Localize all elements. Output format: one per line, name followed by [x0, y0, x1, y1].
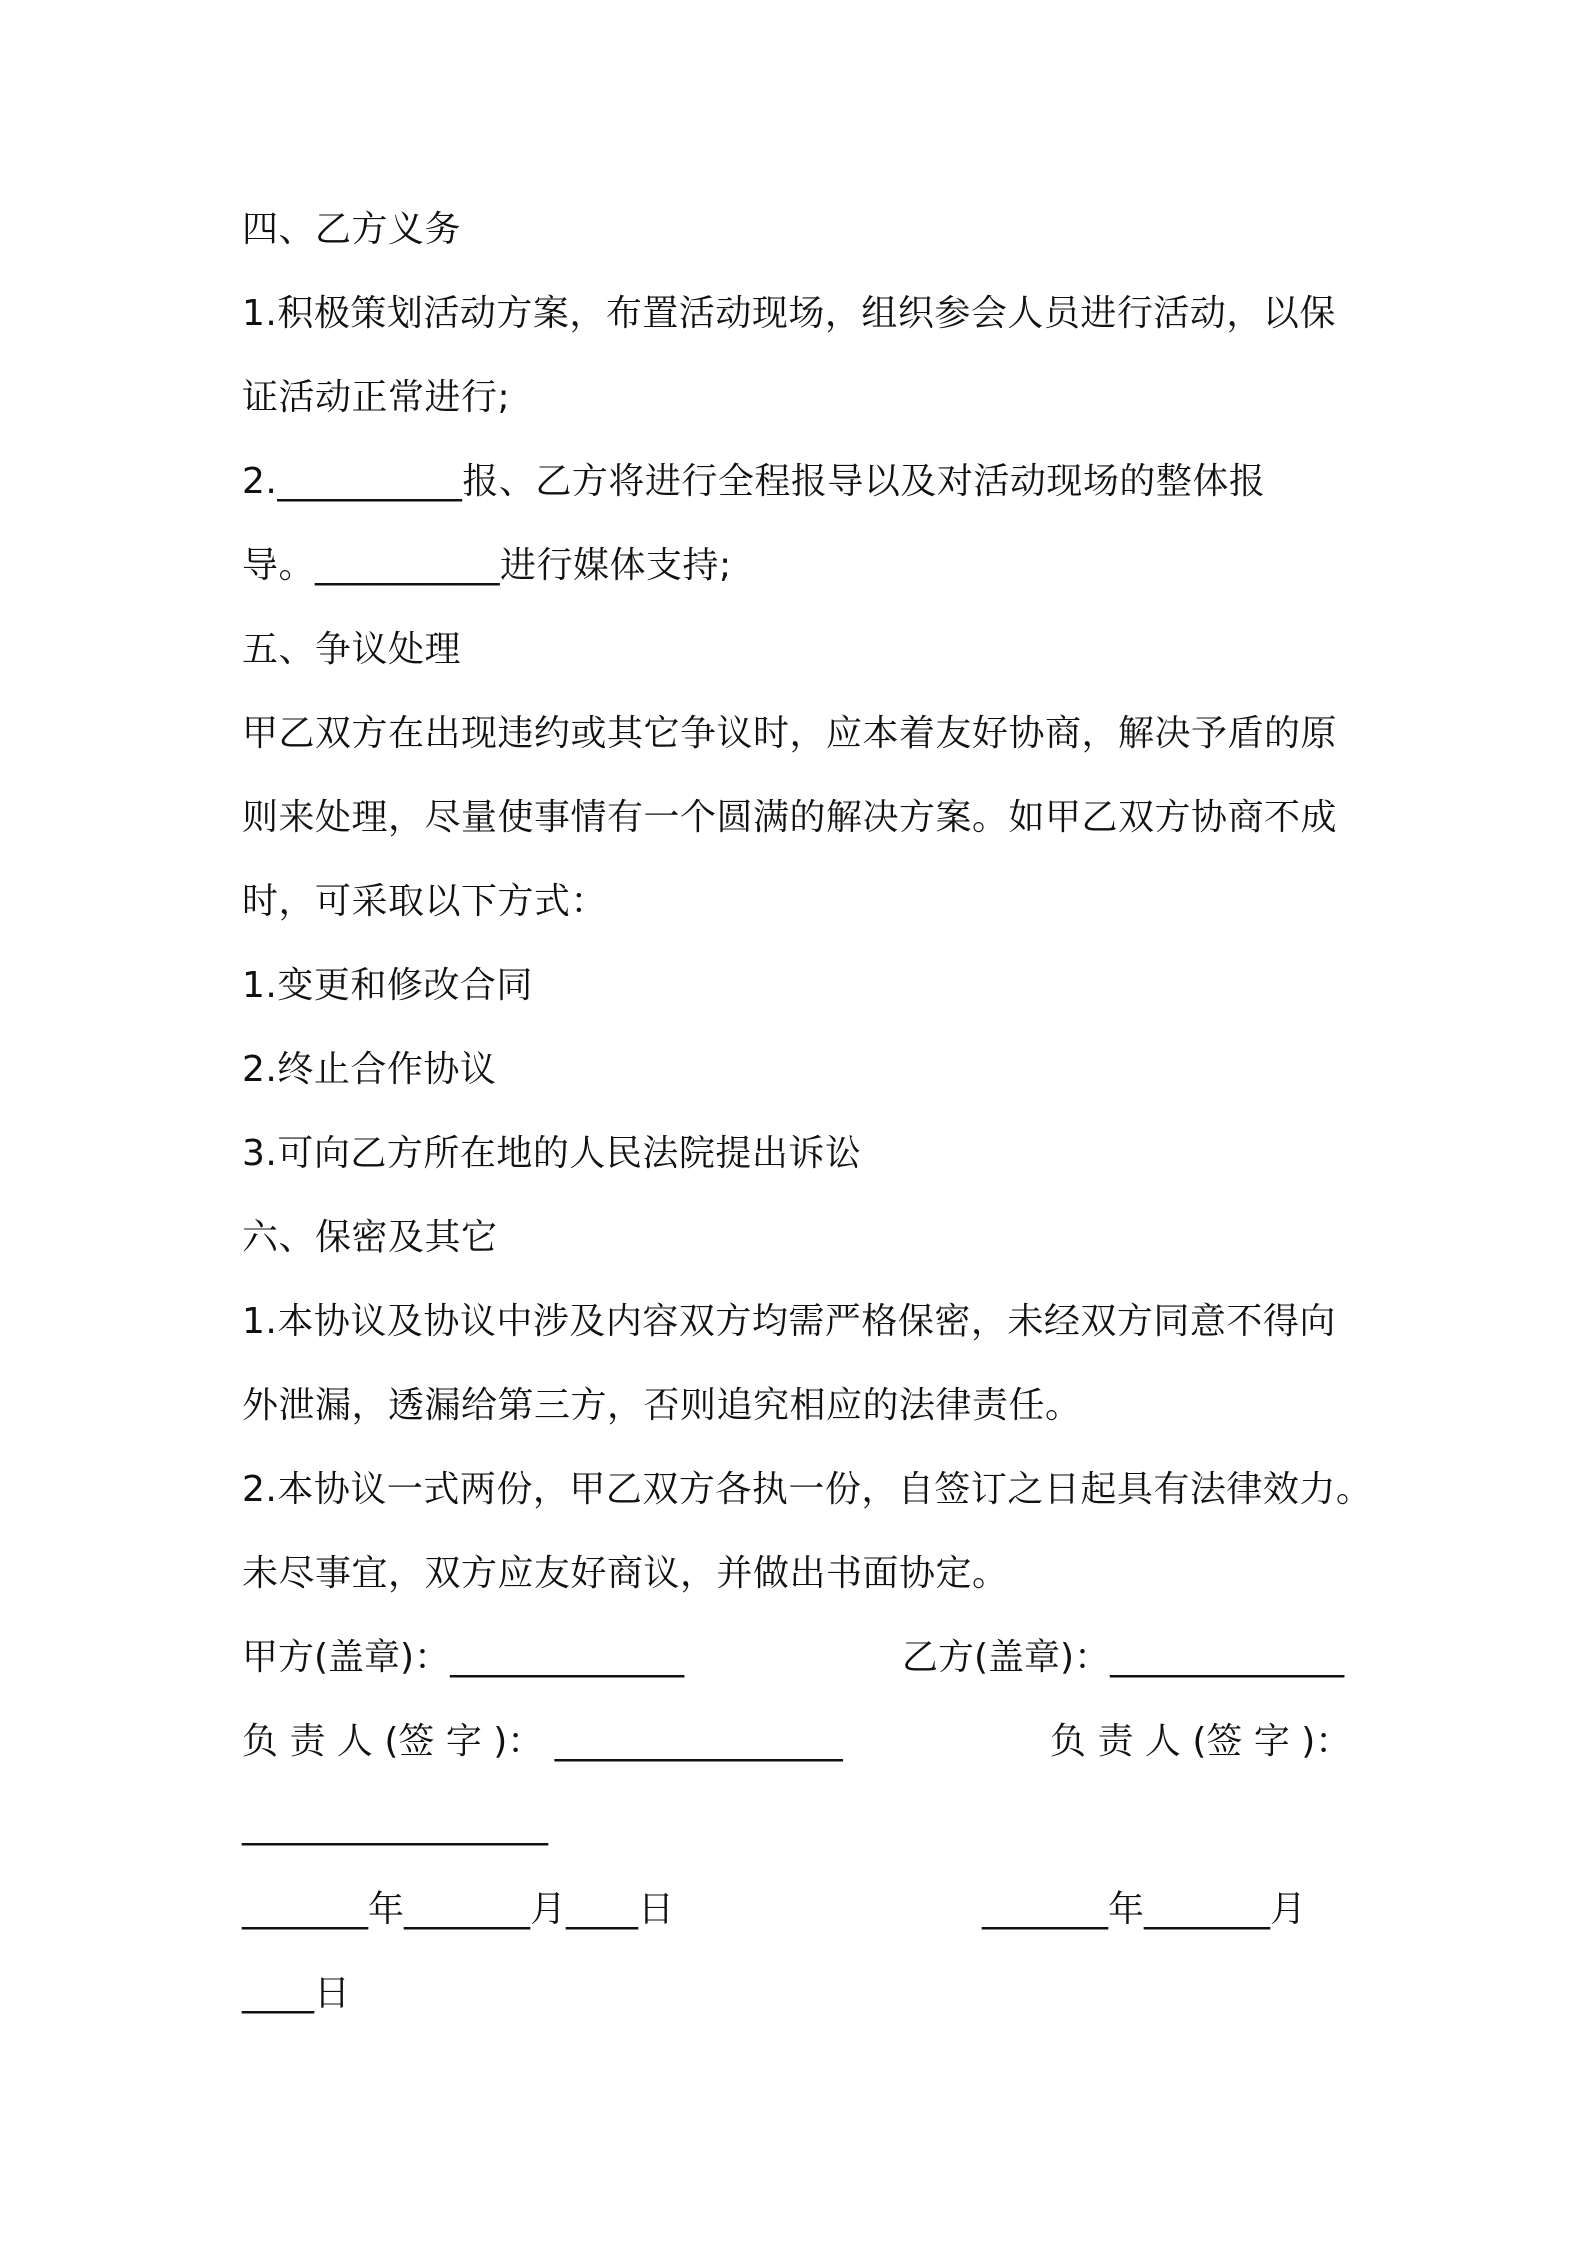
- paragraph-line: 1.积极策划活动方案，布置活动现场，组织参会人员进行活动，以保: [242, 293, 1336, 334]
- date-day-row: [242, 1952, 1354, 2036]
- paragraph-line: 甲乙双方在出现违约或其它争议时，应本着友好协商，解决予盾的原: [242, 713, 1338, 754]
- paragraph-line: 2.__________报、乙方将进行全程报导以及对活动现场的整体报: [242, 461, 1266, 502]
- paragraph-line: 时，可采取以下方式：: [242, 881, 608, 922]
- paragraph-line: 未尽事宜，双方应友好商议，并做出书面协定。: [242, 1553, 1009, 1594]
- party-b-signer-blank: _________________: [242, 1805, 548, 1846]
- party-b-signer: 负 责 人 (签 字 )：: [1050, 1721, 1352, 1762]
- signer-blank-row: [242, 1784, 1354, 1868]
- signer-row: [242, 1700, 1354, 1784]
- seal-row: [242, 1616, 1354, 1700]
- party-b-seal: 乙方(盖章)：_____________: [902, 1637, 1345, 1678]
- party-b-date-day: ____日: [242, 1973, 351, 2014]
- party-b-date: _______年_______月: [982, 1889, 1306, 1930]
- party-a-seal: 甲方(盖章)：_____________: [242, 1637, 685, 1678]
- section-6-heading: 六、保密及其它: [242, 1217, 498, 1258]
- party-a-date: _______年_______月____日: [242, 1889, 674, 1930]
- list-item: 3.可向乙方所在地的人民法院提出诉讼: [242, 1133, 862, 1174]
- paragraph-line: 证活动正常进行;: [242, 377, 511, 418]
- paragraph-line: 2.本协议一式两份，甲乙双方各执一份，自签订之日起具有法律效力。: [242, 1469, 1373, 1510]
- list-item: 2.终止合作协议: [242, 1049, 497, 1090]
- section-4-heading: 四、乙方义务: [242, 209, 462, 250]
- paragraph-line: 1.本协议及协议中涉及内容双方均需严格保密，未经双方同意不得向: [242, 1301, 1336, 1342]
- paragraph-line: 导。__________进行媒体支持;: [242, 545, 732, 586]
- party-a-signer: 负 责 人 (签 字 )： ________________: [242, 1721, 843, 1762]
- list-item: 1.变更和修改合同: [242, 965, 533, 1006]
- section-5-heading: 五、争议处理: [242, 629, 462, 670]
- paragraph-line: 外泄漏，透漏给第三方，否则追究相应的法律责任。: [242, 1385, 1082, 1426]
- document-body: [242, 188, 1373, 2036]
- paragraph-line: 则来处理，尽量使事情有一个圆满的解决方案。如甲乙双方协商不成: [242, 797, 1338, 838]
- date-row: [242, 1868, 1354, 1952]
